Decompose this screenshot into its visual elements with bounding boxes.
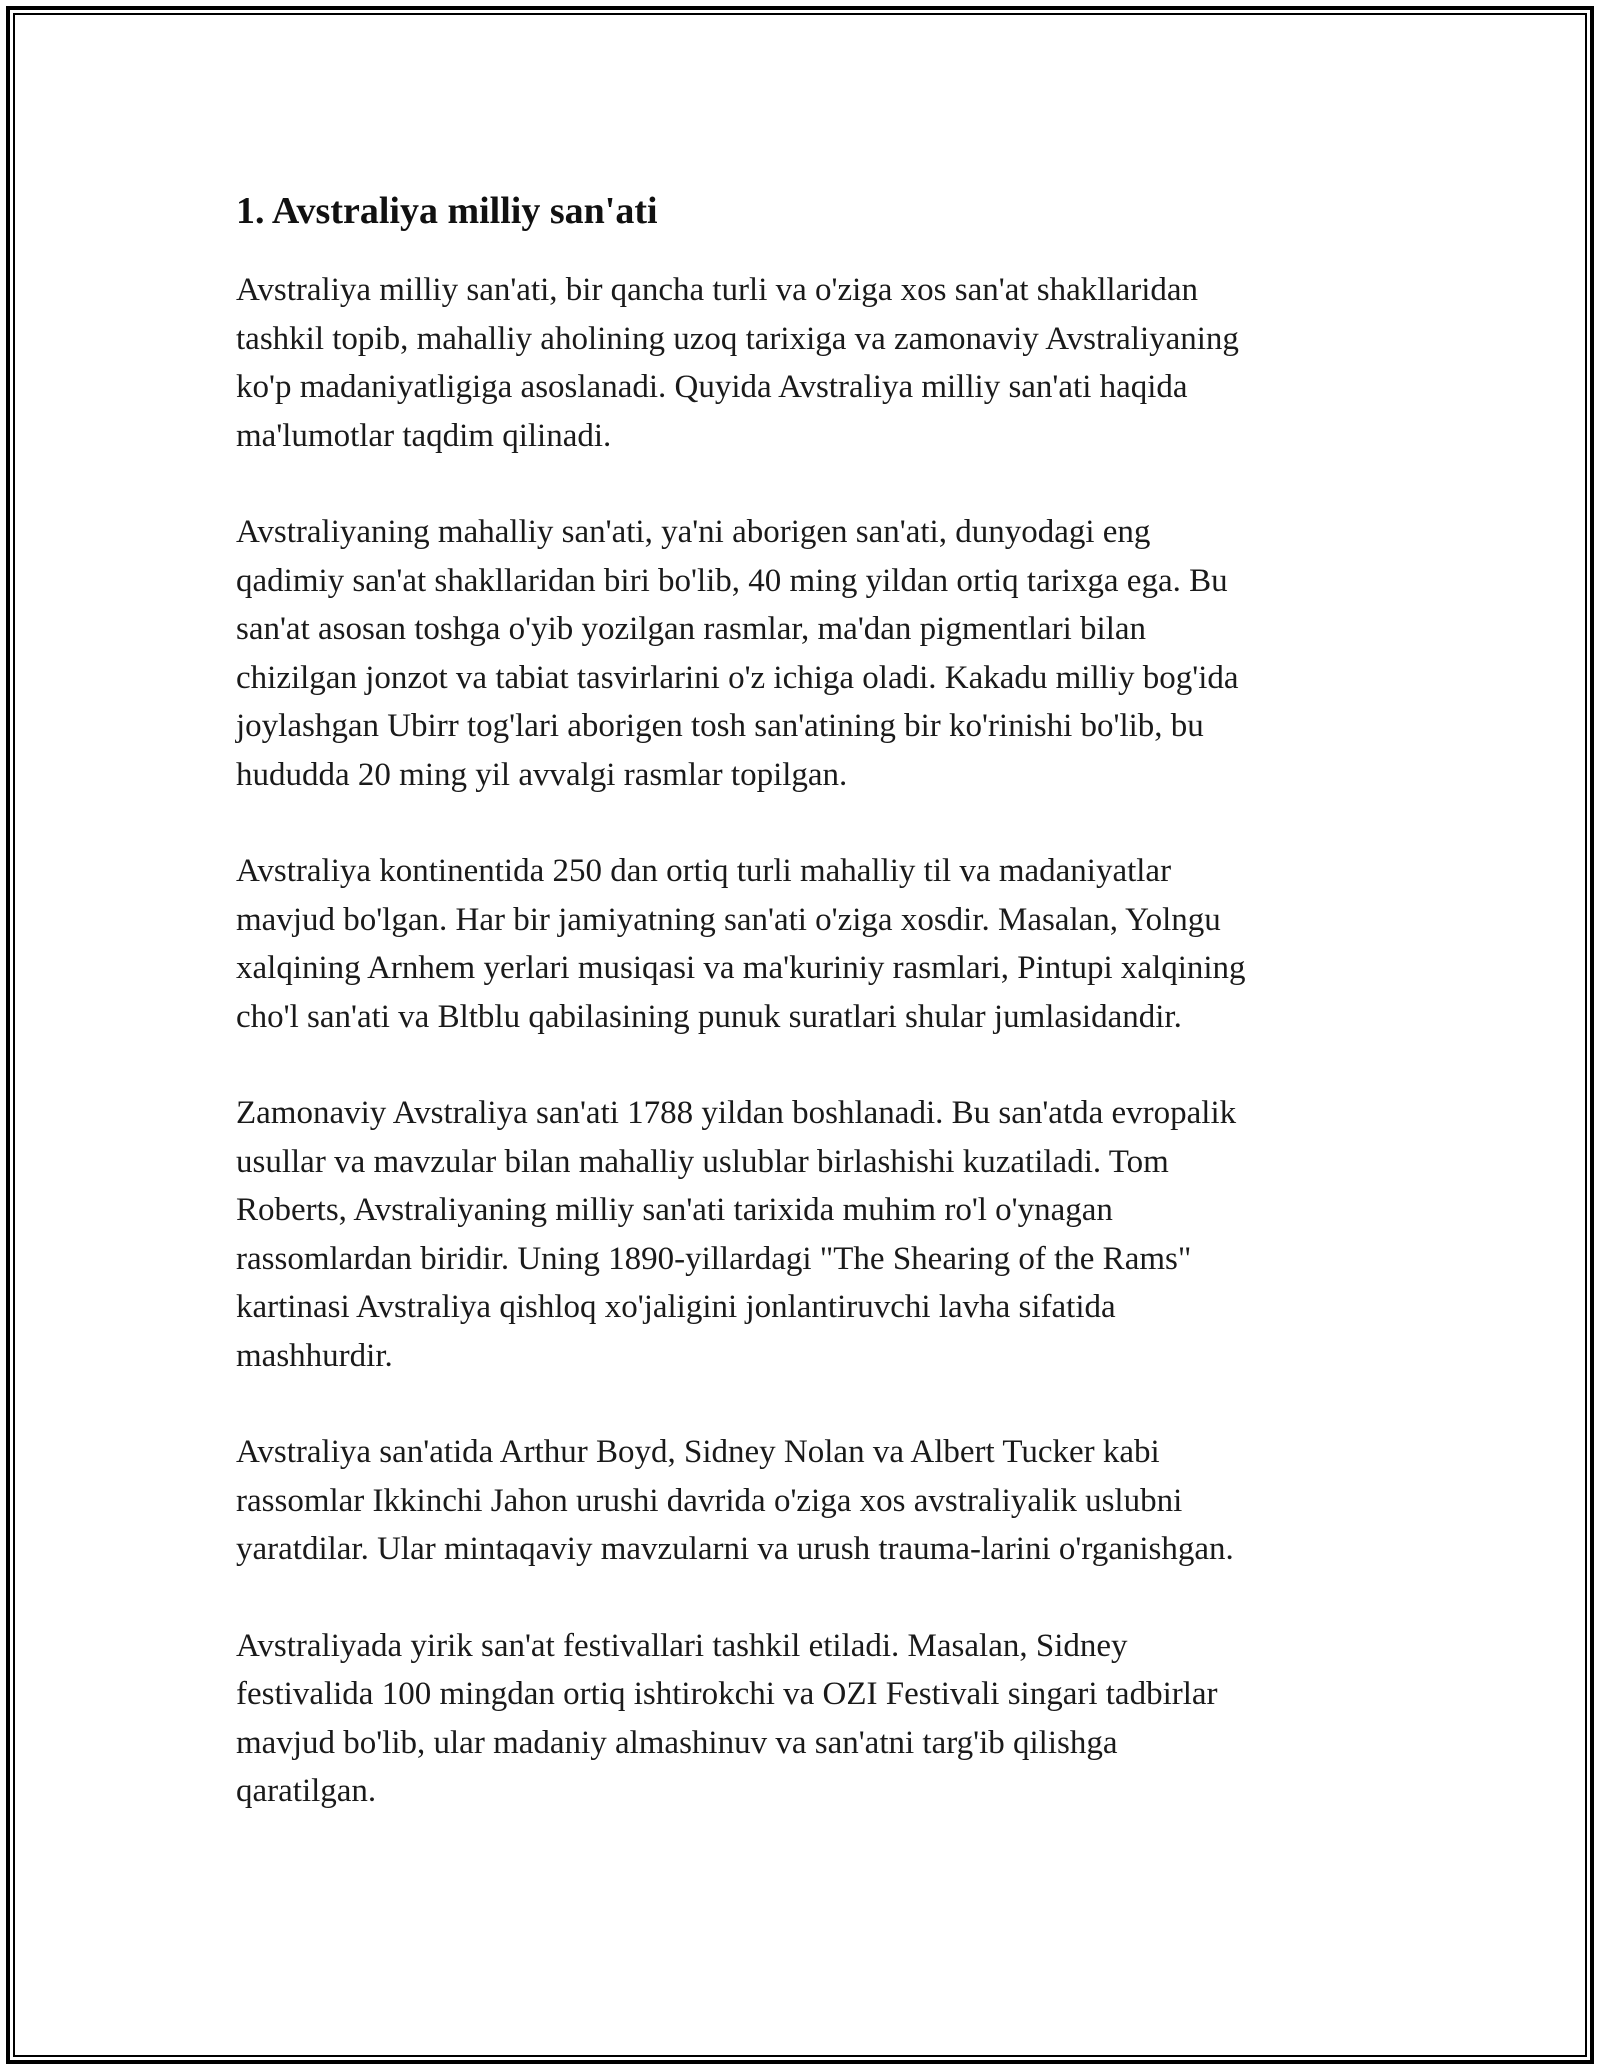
text-line: Avstraliya kontinentida 250 dan ortiq turli mahalliy til va madaniyatlar bbox=[236, 853, 1172, 889]
paragraph bbox=[236, 1089, 1366, 1380]
text-line: ko'p madaniyatligiga asoslanadi. Quyida Avstraliya milliy san'ati haqida bbox=[236, 369, 1188, 405]
text-line: rassomlardan biridir. Uning 1890-yillardagi "The Shearing of the Rams" bbox=[236, 1240, 1192, 1277]
document-body bbox=[236, 186, 1366, 1864]
text-line: usullar va mavzular bilan mahalliy uslublar birlashishi kuzatiladi. Tom bbox=[236, 1143, 1169, 1180]
text-line: yaratdilar. Ular mintaqaviy mavzularni va urush trauma-larini o'rganishgan. bbox=[236, 1531, 1234, 1567]
text-line: tashkil topib, mahalliy aholining uzoq tarixiga va zamonaviy Avstraliyaning bbox=[236, 320, 1239, 357]
text-line: cho'l san'ati va Bltblu qabilasining punuk suratlari shular jumlasidandir. bbox=[236, 998, 1182, 1035]
text-line: Avstraliya san'atida Arthur Boyd, Sidney Nolan va Albert Tucker kabi bbox=[236, 1434, 1160, 1470]
paragraph bbox=[236, 508, 1366, 799]
paragraph bbox=[236, 1428, 1366, 1574]
text-line: san'at asosan toshga o'yib yozilgan rasmlar, ma'dan pigmentlari bilan bbox=[236, 611, 1147, 647]
text-line: mashhurdir. bbox=[236, 1337, 393, 1374]
text-line: chizilgan jonzot va tabiat tasvirlarini o'z ichiga oladi. Kakadu milliy bog'ida bbox=[236, 659, 1239, 696]
paragraph-list bbox=[236, 266, 1366, 1816]
text-line: mavjud bo'lib, ular madaniy almashinuv va san'atni targ'ib qilishga bbox=[236, 1724, 1118, 1761]
text-line: Zamonaviy Avstraliya san'ati 1788 yildan boshlanadi. Bu san'atda evropalik bbox=[236, 1095, 1237, 1131]
text-line: Avstraliya milliy san'ati, bir qancha turli va o'ziga xos san'at shakllaridan bbox=[236, 272, 1199, 308]
text-line: Avstraliyaning mahalliy san'ati, ya'ni aborigen san'ati, dunyodagi eng bbox=[236, 514, 1151, 550]
text-line: ma'lumotlar taqdim qilinadi. bbox=[236, 417, 612, 454]
text-line: Roberts, Avstraliyaning milliy san'ati tarixida muhim ro'l o'ynagan bbox=[236, 1192, 1113, 1228]
text-line: mavjud bo'lgan. Har bir jamiyatning san'ati o'ziga xosdir. Masalan, Yolngu bbox=[236, 901, 1221, 938]
text-line: qadimiy san'at shakllaridan biri bo'lib, 40 ming yildan ortiq tarixga ega. Bu bbox=[236, 562, 1228, 599]
text-line: joylashgan Ubirr tog'lari aborigen tosh san'atining bir ko'rinishi bo'lib, bu bbox=[236, 708, 1204, 744]
text-line: rassomlar Ikkinchi Jahon urushi davrida o'ziga xos avstraliyalik uslubni bbox=[236, 1482, 1183, 1519]
document-title: 1. Avstraliya milliy san'ati bbox=[236, 190, 658, 232]
paragraph bbox=[236, 266, 1366, 460]
paragraph bbox=[236, 847, 1366, 1041]
text-line: qaratilgan. bbox=[236, 1773, 377, 1809]
paragraph bbox=[236, 1622, 1366, 1816]
text-line: hududda 20 ming yil avvalgi rasmlar topilgan. bbox=[236, 756, 848, 793]
text-line: festivalida 100 mingdan ortiq ishtirokchi va OZI Festivali singari tadbirlar bbox=[236, 1676, 1218, 1712]
text-line: kartinasi Avstraliya qishloq xo'jaligini jonlantiruvchi lavha sifatida bbox=[236, 1289, 1116, 1325]
text-line: Avstraliyada yirik san'at festivallari tashkil etiladi. Masalan, Sidney bbox=[236, 1627, 1128, 1664]
text-line: xalqining Arnhem yerlari musiqasi va ma'kuriniy rasmlari, Pintupi xalqining bbox=[236, 950, 1246, 986]
